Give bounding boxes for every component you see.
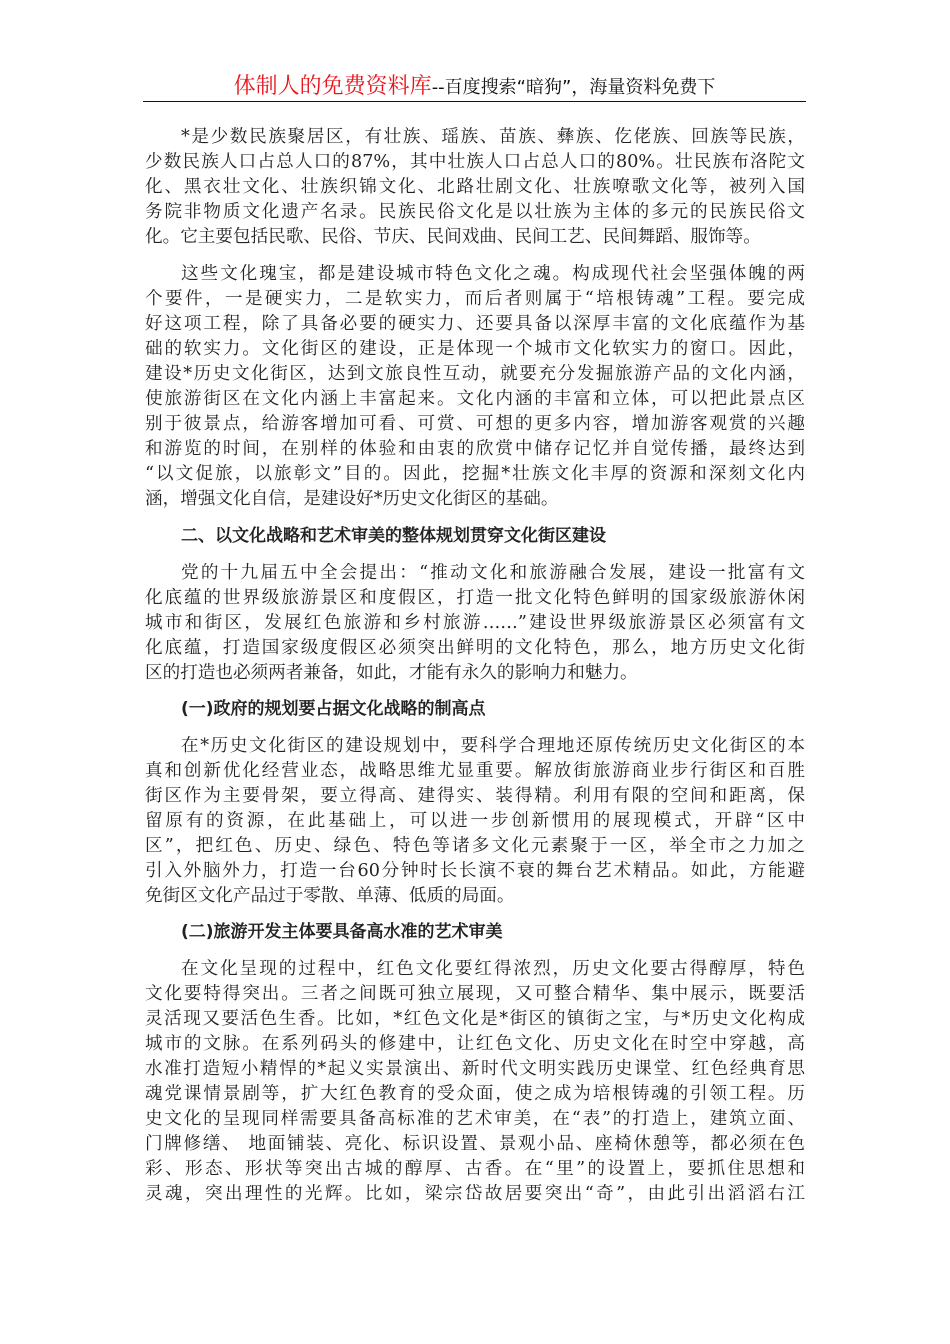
paragraph-line: 别于彼景点，给游客增加可看、可赏、可想的更多内容，增加游客观赏的兴趣 [145,414,805,434]
paragraph [145,125,805,250]
paragraph-line: 在文化呈现的过程中，红色文化要红得浓烈，历史文化要古得醇厚，特色 [181,959,805,979]
paragraph-line: 灵活现又要活色生香。比如，*红色文化是*街区的镇街之宝，与*历史文化构成 [145,1009,805,1029]
header-tagline: --百度搜索“暗狗”，海量资料免费下 [431,77,716,98]
section-heading [145,920,805,945]
paragraph-line: 城市和街区，发展红色旅游和乡村旅游……”建设世界级旅游景区必须富有文 [145,613,805,633]
paragraph-line: 真和创新优化经营业态，战略思维尤显重要。解放街旅游商业步行街区和百胜 [145,761,805,781]
paragraph-line: 引入外脑外力，打造一台60分钟时长长演不衰的舞台艺术精品。如此，方能避 [145,861,805,881]
paragraph-line: 魂党课情景剧等，扩大红色教育的受众面，使之成为培根铸魂的引领工程。历 [145,1084,805,1104]
paragraph-line: 好这项工程，除了具备必要的硬实力、还要具备以深厚丰富的文化底蕴作为基 [145,314,805,334]
header-brand: 体制人的免费资料库 [233,74,432,99]
paragraph [145,561,805,686]
section-heading [145,697,805,722]
paragraph-line: 础的软实力。文化街区的建设，正是体现一个城市文化软实力的窗口。因此， [145,339,805,359]
paragraph-line: 化底蕴的世界级旅游景区和度假区，打造一批文化特色鲜明的国家级旅游休闲 [145,588,805,608]
paragraph-line: 涵，增强文化自信，是建设好*历史文化街区的基础。 [145,489,559,509]
paragraph-line: 化、黑衣壮文化、壮族织锦文化、北路壮剧文化、壮族嘹歌文化等，被列入国 [145,177,805,197]
paragraph-line: 少数民族人口占总人口的87%，其中壮族人口占总人口的80%。壮民族布洛陀文 [145,152,805,172]
paragraph-line: 务院非物质文化遗产名录。民族民俗文化是以壮族为主体的多元的民族民俗文 [145,202,805,222]
paragraph-line: 史文化的呈现同样需要具备高标准的艺术审美，在“表”的打造上，建筑立面、 [145,1109,805,1129]
paragraph-line: 建设*历史文化街区，达到文旅良性互动，就要充分发掘旅游产品的文化内涵， [145,364,805,384]
paragraph-line: 区”，把红色、历史、绿色、特色等诸多文化元素聚于一区，举全市之力加之 [145,836,805,856]
paragraph [145,957,805,1207]
heading-text: (二)旅游开发主体要具备高水准的艺术审美 [181,922,503,942]
page-header [143,72,806,102]
paragraph-line: 留原有的资源，在此基础上，可以进一步创新惯用的展现模式，开辟“区中 [145,811,805,831]
paragraph-line: 免街区文化产品过于零散、单薄、低质的局面。 [145,886,515,906]
paragraph-line: *是少数民族聚居区，有壮族、瑶族、苗族、彝族、仡佬族、回族等民族， [181,127,805,147]
paragraph-line: 水准打造短小精悍的*起义实景演出、新时代文明实践历史课堂、红色经典育思 [145,1059,805,1079]
paragraph-line: 在*历史文化街区的建设规划中，要科学合理地还原传统历史文化街区的本 [181,736,805,756]
paragraph-line: 灵魂，突出理性的光辉。比如，梁宗岱故居要突出“奇”，由此引出滔滔右江 [145,1184,805,1204]
paragraph-line: “以文促旅，以旅彰文”目的。因此，挖掘*壮族文化丰厚的资源和深刻文化内 [145,464,805,484]
paragraph-line: 城市的文脉。在系列码头的修建中，让红色文化、历史文化在时空中穿越，高 [145,1034,805,1054]
paragraph [145,262,805,512]
paragraph-line: 门牌修缮、 地面铺装、亮化、标识设置、景观小品、座椅休憩等，都必须在色 [145,1134,805,1154]
heading-text: 二、以文化战略和艺术审美的整体规划贯穿文化街区建设 [181,526,606,546]
paragraph-line: 这些文化瑰宝，都是建设城市特色文化之魂。构成现代社会坚强体魄的两 [181,264,805,284]
paragraph-line: 和游览的时间，在别样的体验和由衷的欣赏中储存记忆并自觉传播，最终达到 [145,439,805,459]
header-divider [143,101,806,102]
paragraph-line: 化底蕴，打造国家级度假区必须突出鲜明的文化特色，那么，地方历史文化街 [145,638,805,658]
paragraph-line: 街区作为主要骨架，要立得高、建得实、装得精。利用有限的空间和距离，保 [145,786,805,806]
paragraph [145,734,805,909]
paragraph-line: 文化要特得突出。三者之间既可独立展现，又可整合精华、集中展示，既要活 [145,984,805,1004]
heading-text: (一)政府的规划要占据文化战略的制高点 [181,699,486,719]
section-heading [145,524,805,549]
paragraph-line: 党的十九届五中全会提出：“推动文化和旅游融合发展，建设一批富有文 [181,563,805,583]
paragraph-line: 彩、形态、形状等突出古城的醇厚、古香。在“里”的设置上，要抓住思想和 [145,1159,805,1179]
paragraph-line: 个要件，一是硬实力，二是软实力，而后者则属于“培根铸魂”工程。要完成 [145,289,805,309]
paragraph-line: 区的打造也必须两者兼备，如此，才能有永久的影响力和魅力。 [145,663,638,683]
paragraph-line: 化。它主要包括民歌、民俗、节庆、民间戏曲、民间工艺、民间舞蹈、服饰等。 [145,227,761,247]
paragraph-line: 使旅游街区在文化内涵上丰富起来。文化内涵的丰富和立体，可以把此景点区 [145,389,805,409]
